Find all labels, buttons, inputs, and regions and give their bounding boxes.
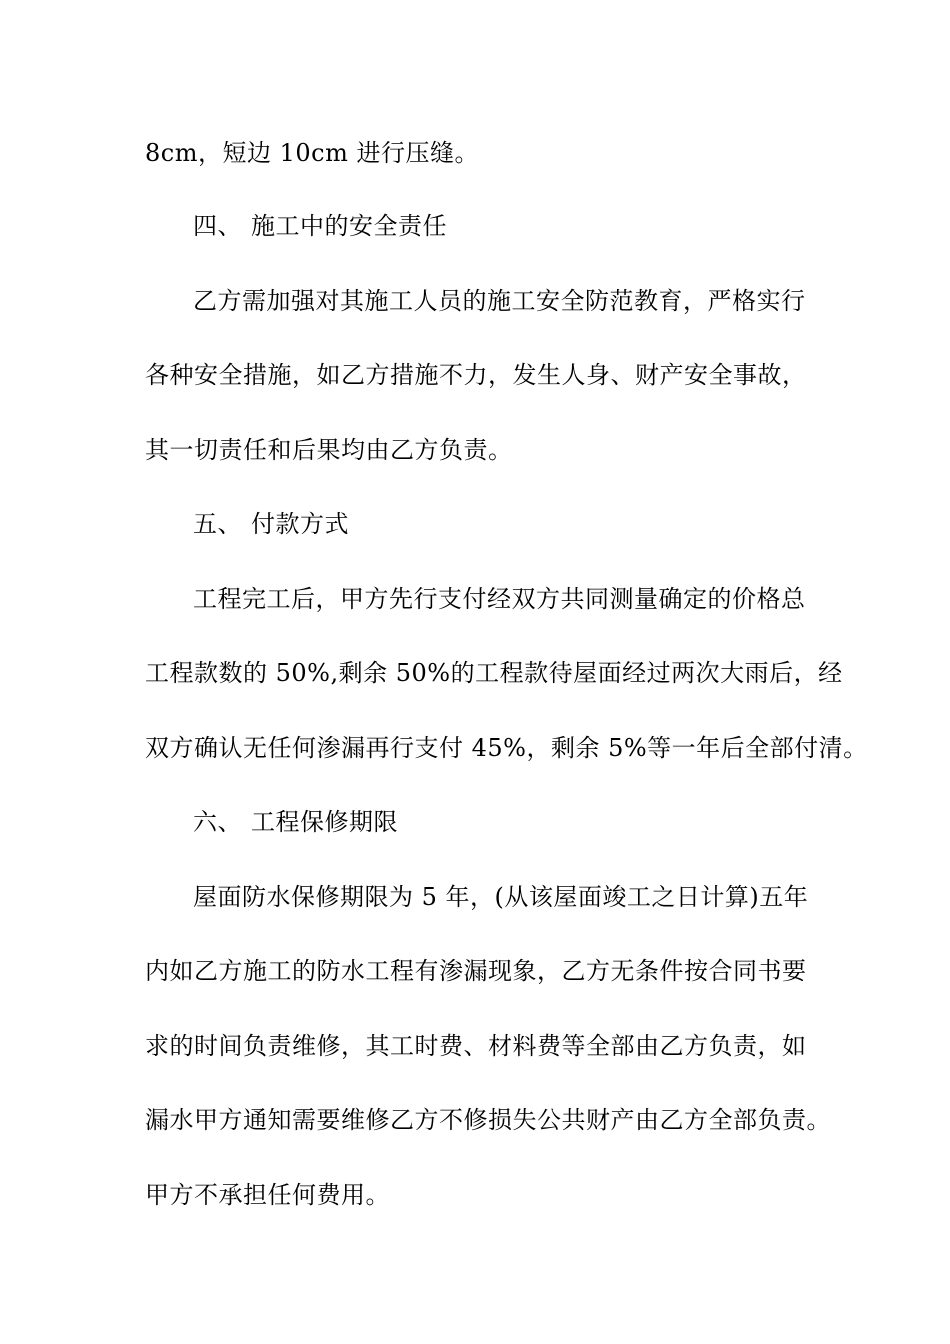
section-title: 工程保修期限 [251, 808, 398, 836]
section-heading-6 [193, 807, 398, 837]
body-text-line: 8cm，短边 10cm 进行压缝。 [145, 139, 479, 167]
body-text-line: 工程完工后，甲方先行支付经双方共同测量确定的价格总 [193, 585, 806, 613]
body-text-line: 漏水甲方通知需要维修乙方不修损失公共财产由乙方全部负责。 [145, 1106, 831, 1134]
section-number: 六、 [193, 808, 242, 836]
section-title: 施工中的安全责任 [251, 212, 447, 240]
body-text-line: 乙方需加强对其施工人员的施工安全防范教育，严格实行 [193, 287, 806, 315]
section-heading-4 [193, 211, 447, 241]
section-title: 付款方式 [251, 510, 349, 538]
section-heading-5 [193, 509, 349, 539]
body-text-line: 求的时间负责维修，其工时费、材料费等全部由乙方负责，如 [145, 1032, 807, 1060]
body-text-line: 各种安全措施，如乙方措施不力，发生人身、财产安全事故， [145, 361, 807, 389]
body-text-line: 屋面防水保修期限为 5 年，(从该屋面竣工之日计算)五年 [193, 883, 809, 911]
body-text-line: 工程款数的 50%,剩余 50%的工程款待屋面经过两次大雨后，经 [145, 659, 843, 687]
section-number: 四、 [193, 212, 242, 240]
body-text-line: 内如乙方施工的防水工程有渗漏现象，乙方无条件按合同书要 [145, 957, 807, 985]
body-text-line: 双方确认无任何渗漏再行支付 45%，剩余 5%等一年后全部付清。 [145, 734, 868, 762]
section-number: 五、 [193, 510, 242, 538]
body-text-line: 甲方不承担任何费用。 [145, 1181, 390, 1209]
body-text-line: 其一切责任和后果均由乙方负责。 [145, 436, 513, 464]
